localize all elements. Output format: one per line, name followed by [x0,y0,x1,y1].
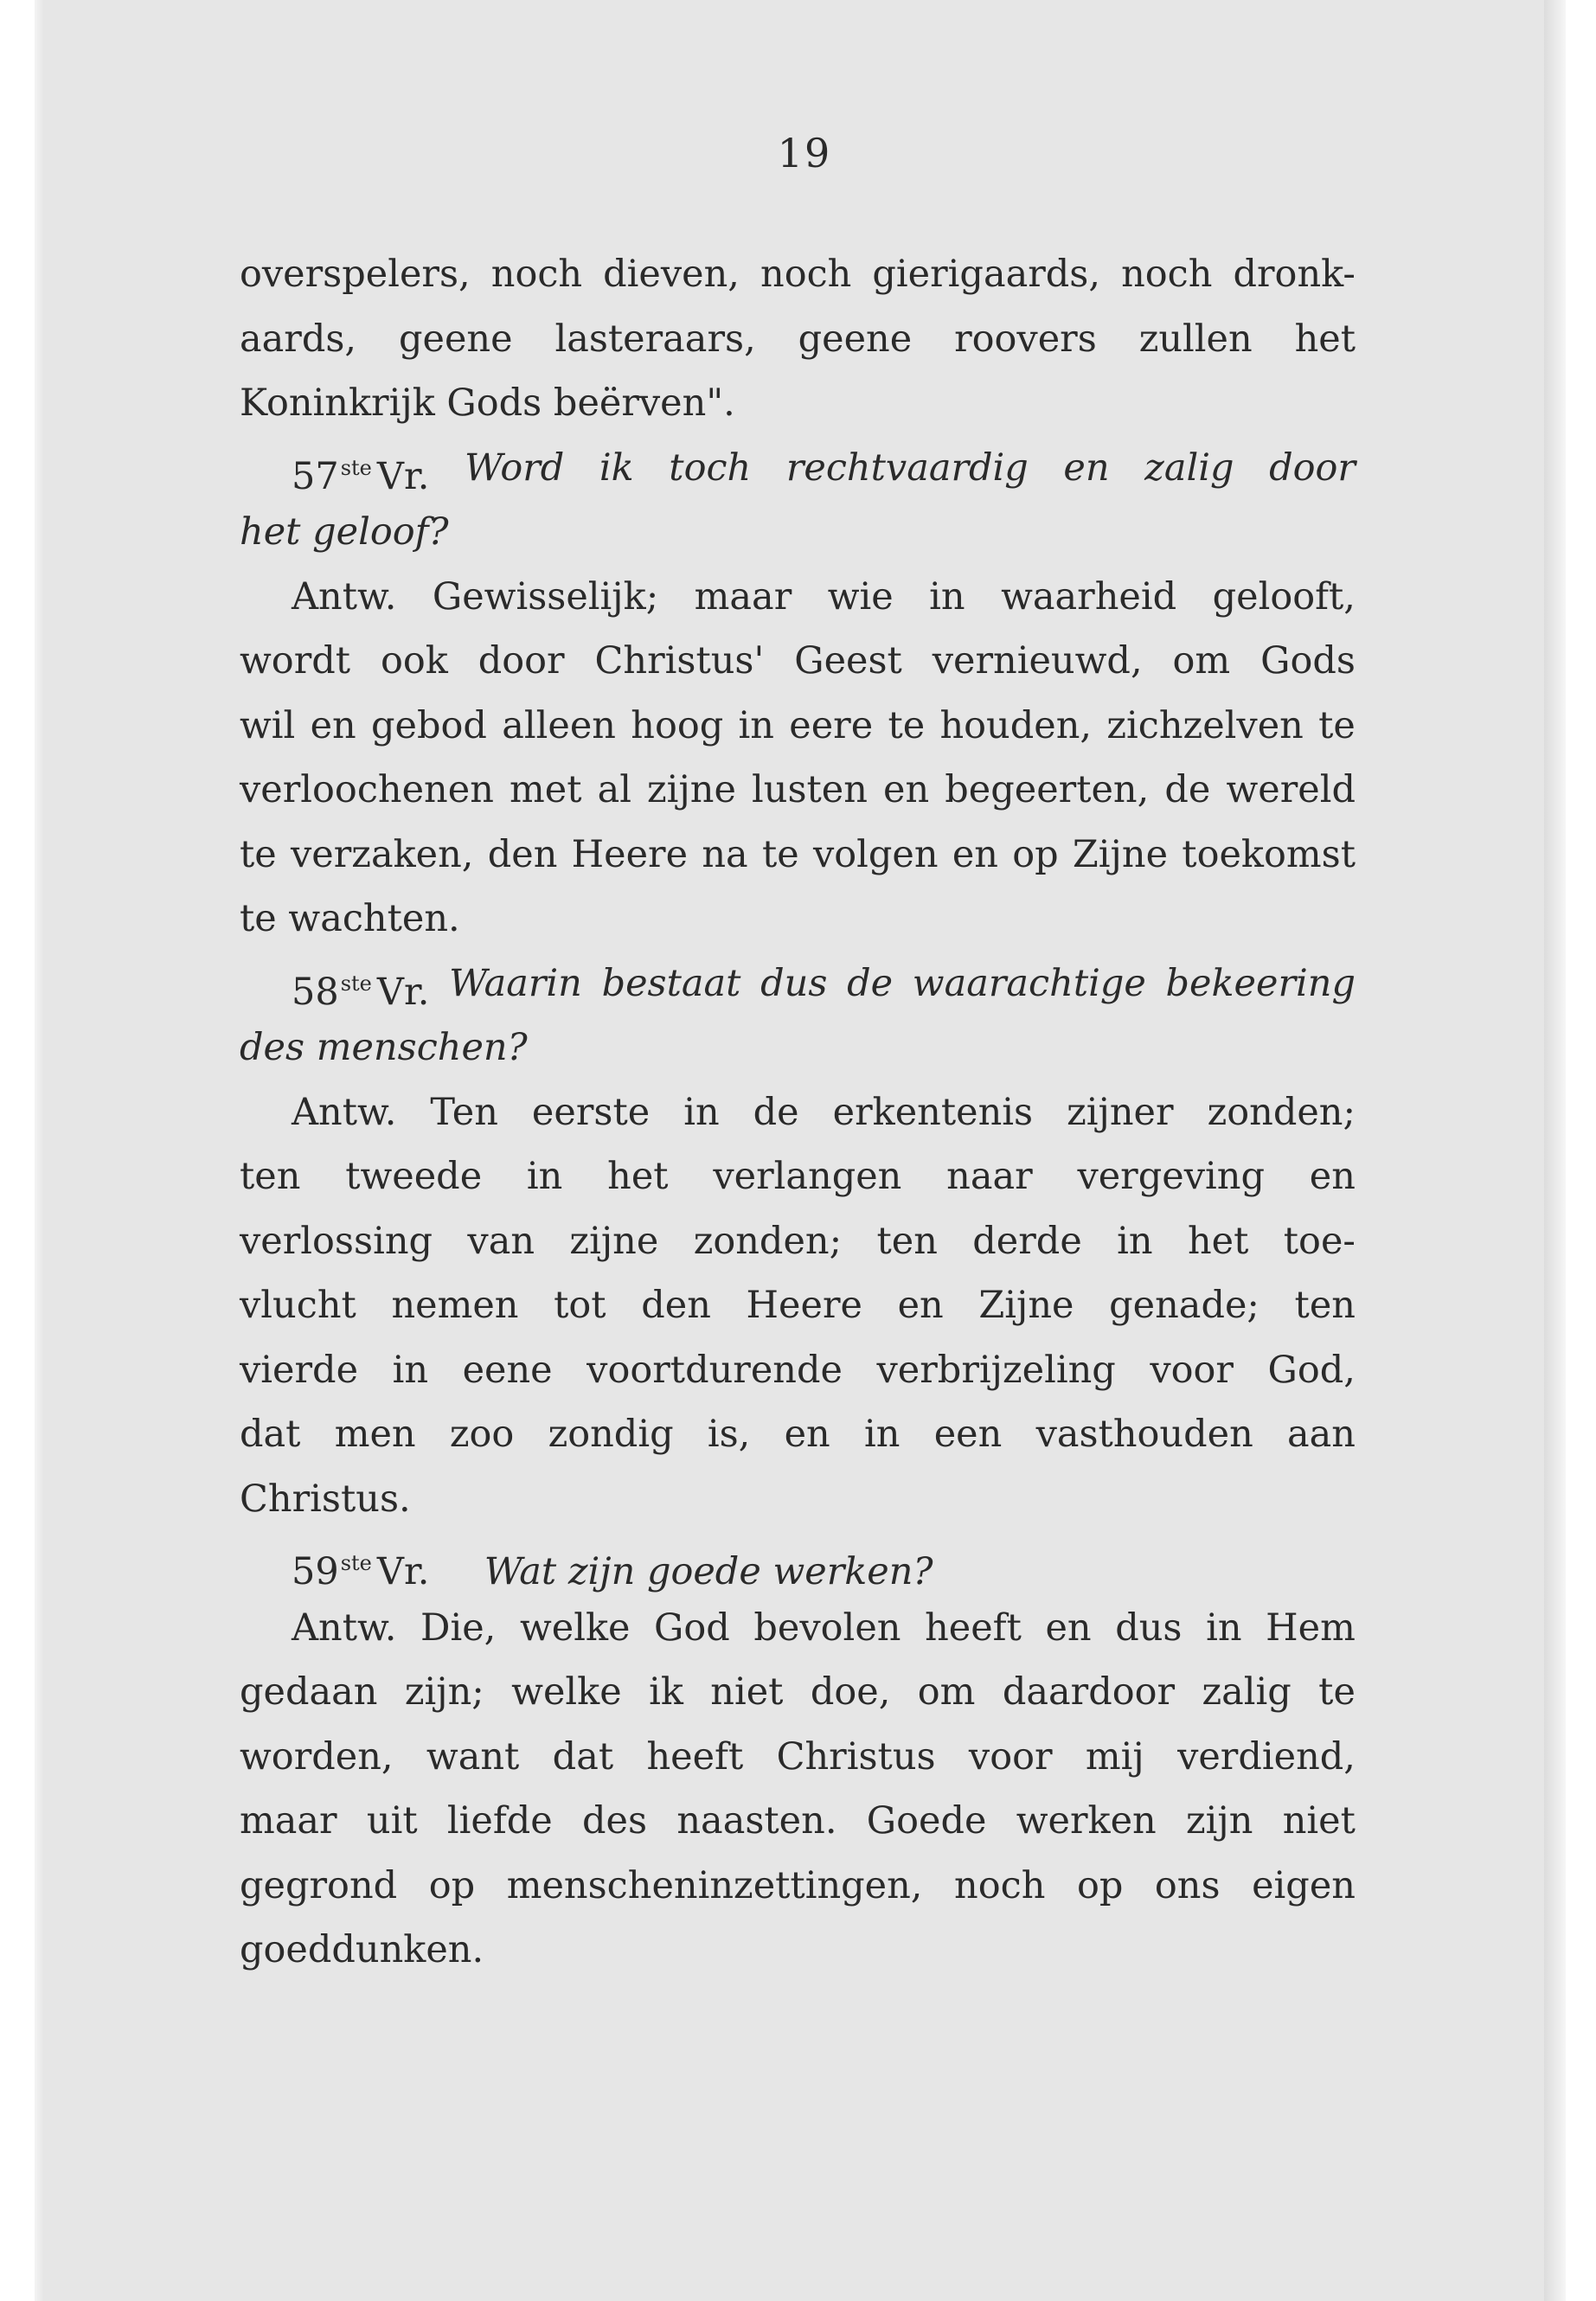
word: daardoor [1002,1670,1176,1714]
word: eere [789,703,874,747]
question-number-suffix: ste [340,1551,372,1575]
word: Geest [794,639,902,683]
text-line [240,1273,1356,1338]
word: mij [1085,1734,1144,1779]
word: God, [1267,1348,1356,1392]
word: erkentenis [832,1090,1034,1134]
text-line: Koninkrijk Gods beërven". [240,381,735,425]
word: het [607,1155,669,1198]
word: gebod [371,703,487,747]
word: niet [1282,1799,1356,1843]
word: ten [876,1219,938,1263]
word: geene [798,317,913,361]
answer-label: Antw. [292,1606,397,1650]
word: waarheid [1001,574,1177,619]
question-number-label [292,436,429,501]
word: aan [1287,1413,1356,1456]
word: houden, [939,703,1093,747]
question-59-line [240,1531,1356,1596]
word: want [426,1734,520,1779]
word: de [753,1090,799,1134]
word: en [1309,1155,1356,1198]
word: te [888,703,926,747]
answer-label: Antw. [292,1090,397,1134]
word: eerste [531,1090,651,1134]
word: van [467,1219,535,1263]
word: heeft [925,1606,1022,1650]
word: zijn; [404,1670,484,1714]
question-label: Vr. [376,970,430,1014]
word: rechtvaardig [785,445,1029,490]
word: zonden; [693,1219,843,1263]
word: waarachtige [912,961,1146,1005]
answer-label: Antw. [292,574,397,619]
word: gierigaards, [872,253,1101,296]
word: geene [398,317,513,361]
word: zalig [1202,1670,1292,1714]
text-line [240,1725,1356,1790]
word: roovers [954,317,1097,361]
word: dat [240,1413,301,1456]
word: wie [827,574,894,619]
word: nemen [391,1284,519,1327]
word: toch [669,445,752,490]
word: doe, [810,1670,891,1714]
word: aards, [240,317,357,361]
word: zondig [548,1413,674,1456]
word: God [654,1606,730,1650]
word: bekeering [1165,961,1356,1005]
word: te [1318,1670,1356,1714]
word: des [582,1799,648,1843]
word: Gewisselijk; [432,574,659,619]
word: na [702,832,748,876]
question-text: het geloof? [240,510,449,554]
page-number: 19 [777,130,832,176]
word: en [1045,1606,1092,1650]
text-line [240,1209,1356,1274]
word: ik [599,445,634,490]
text-line [240,307,1356,372]
word: bestaat [601,961,741,1005]
word: Die, [420,1606,497,1650]
question-label: Vr. [376,454,430,498]
text-line [240,1338,1356,1403]
word: dat [552,1734,614,1779]
word: en [952,832,998,876]
word: Heere [571,832,689,876]
question-number-label [292,952,429,1016]
text-line: Christus. [240,1477,411,1521]
word: uit [366,1799,418,1843]
word: ten [240,1155,301,1198]
word: alleen [502,703,616,747]
word: zalig [1144,445,1234,490]
word: volgen [812,832,939,876]
word: al [597,768,631,811]
word: niet [710,1670,784,1714]
word: Hem [1266,1606,1356,1650]
word: eene [462,1348,553,1392]
word: genade; [1109,1284,1259,1327]
word: Word [465,445,565,490]
word: eigen [1252,1863,1356,1907]
word: toe- [1283,1219,1356,1263]
word: met [509,768,582,811]
word: het [1187,1219,1249,1263]
question-number-suffix: ste [340,455,372,480]
word: derde [972,1219,1082,1263]
word: en [897,1284,944,1327]
word: tot [554,1284,606,1327]
question-58-line [240,952,1356,1016]
word: noch [760,253,852,296]
question-text: des menschen? [240,1026,528,1069]
word: noch [490,253,583,296]
question-number: 58 [292,970,339,1014]
word: Zijne [1072,832,1169,876]
word: ons [1154,1863,1221,1907]
word: in [392,1348,429,1392]
word: zijne [569,1219,659,1263]
word: naar [946,1155,1033,1198]
word: menscheninzettingen, [506,1863,923,1907]
word: is, [707,1413,751,1456]
word: wereld [1226,768,1356,811]
word: zullen [1138,317,1253,361]
word: lusten [752,768,868,811]
word: de [847,961,894,1005]
word: in [1117,1219,1153,1263]
word: Gods [1260,639,1356,683]
word: in [526,1155,563,1198]
word: dus [760,961,828,1005]
text-line [240,823,1356,888]
word: naasten. [676,1799,837,1843]
word: ook [380,639,448,683]
word: dieven, [603,253,740,296]
word: maar [240,1799,337,1843]
text-line [240,1144,1356,1209]
text-line [240,694,1356,759]
word: gedaan [240,1670,378,1714]
word: op [428,1863,476,1907]
word: zijn [1186,1799,1253,1843]
word: in [864,1413,901,1456]
word: voor [968,1734,1053,1779]
word: gegrond [240,1863,398,1907]
word: door [478,639,565,683]
word: door [1269,445,1356,490]
word: welke [519,1606,631,1650]
word: wil [240,703,296,747]
word: begeerten, [945,768,1150,811]
question-number: 59 [292,1550,339,1593]
word: verloochenen [240,768,494,811]
word: Christus [776,1734,936,1779]
word: worden, [240,1734,394,1779]
word: in [683,1090,720,1134]
answer-57-line [240,565,1356,630]
word: ik [649,1670,683,1714]
word: verdiend, [1177,1734,1356,1779]
word: om [1172,639,1231,683]
word: noch [954,1863,1046,1907]
word: zijner [1067,1090,1174,1134]
word: en [1063,445,1110,490]
text-line: goeddunken. [240,1928,484,1971]
word: noch [1121,253,1213,296]
word: den [641,1284,711,1327]
scan-right-edge [1544,0,1566,2301]
word: vlucht [240,1284,356,1327]
word: en [883,768,930,811]
text-line [240,629,1356,694]
answer-58-line [240,1080,1356,1145]
word: tweede [345,1155,483,1198]
word: te [761,832,799,876]
word: in [1206,1606,1242,1650]
word: ten [1294,1284,1356,1327]
question-number: 57 [292,454,339,498]
word: dus [1115,1606,1183,1650]
word: voortdurende [586,1348,843,1392]
word: heeft [646,1734,744,1779]
question-label: Vr. [376,1550,430,1593]
word: vierde [240,1348,359,1392]
word: Waarin [449,961,582,1005]
answer-59-line [240,1596,1356,1661]
word: welke [511,1670,622,1714]
text-line [240,1402,1356,1467]
question-57-line [240,436,1356,501]
text-line [240,1660,1356,1725]
word: lasteraars, [554,317,756,361]
question-number-suffix: ste [340,971,372,996]
word: vergeving [1077,1155,1265,1198]
word: men [334,1413,416,1456]
question-text: Wat zijn goede werken? [484,1550,933,1593]
word: werken [1016,1799,1157,1843]
question-number-label [292,1550,429,1593]
word: een [933,1413,1003,1456]
word: verlangen [713,1155,902,1198]
word: overspelers, [240,253,471,296]
word: verzaken, [291,832,474,876]
word: op [1076,1863,1124,1907]
text-line [240,1854,1356,1919]
text-line [240,758,1356,823]
word: in [738,703,774,747]
text-line [240,242,1356,307]
word: en [310,703,356,747]
word: zichzelven [1106,703,1304,747]
word: gelooft, [1212,574,1356,619]
word: de [1164,768,1211,811]
word: in [929,574,965,619]
word: te [240,832,277,876]
word: te [1318,703,1356,747]
word: Goede [866,1799,987,1843]
text-line: te wachten. [240,897,460,940]
word: Ten [430,1090,498,1134]
word: bevolen [753,1606,901,1650]
word: vernieuwd, [932,639,1143,683]
word: verlossing [240,1219,433,1263]
word: Heere [746,1284,862,1327]
word: liefde [446,1799,553,1843]
word: Zijne [978,1284,1074,1327]
word: vasthouden [1035,1413,1253,1456]
word: zijne [647,768,736,811]
word: voor [1150,1348,1234,1392]
page-text [240,242,1356,1983]
word: dronk- [1233,253,1356,296]
word: wordt [240,639,351,683]
word: hoog [631,703,724,747]
word: het [1294,317,1356,361]
word: zoo [449,1413,515,1456]
word: verbrijzeling [876,1348,1116,1392]
word: den [487,832,558,876]
word: toekomst [1182,832,1356,876]
word: maar [694,574,792,619]
word: zonden; [1207,1090,1356,1134]
word: om [917,1670,976,1714]
word: en [784,1413,830,1456]
text-line [240,1789,1356,1854]
word: Christus' [594,639,765,683]
word: op [1012,832,1059,876]
